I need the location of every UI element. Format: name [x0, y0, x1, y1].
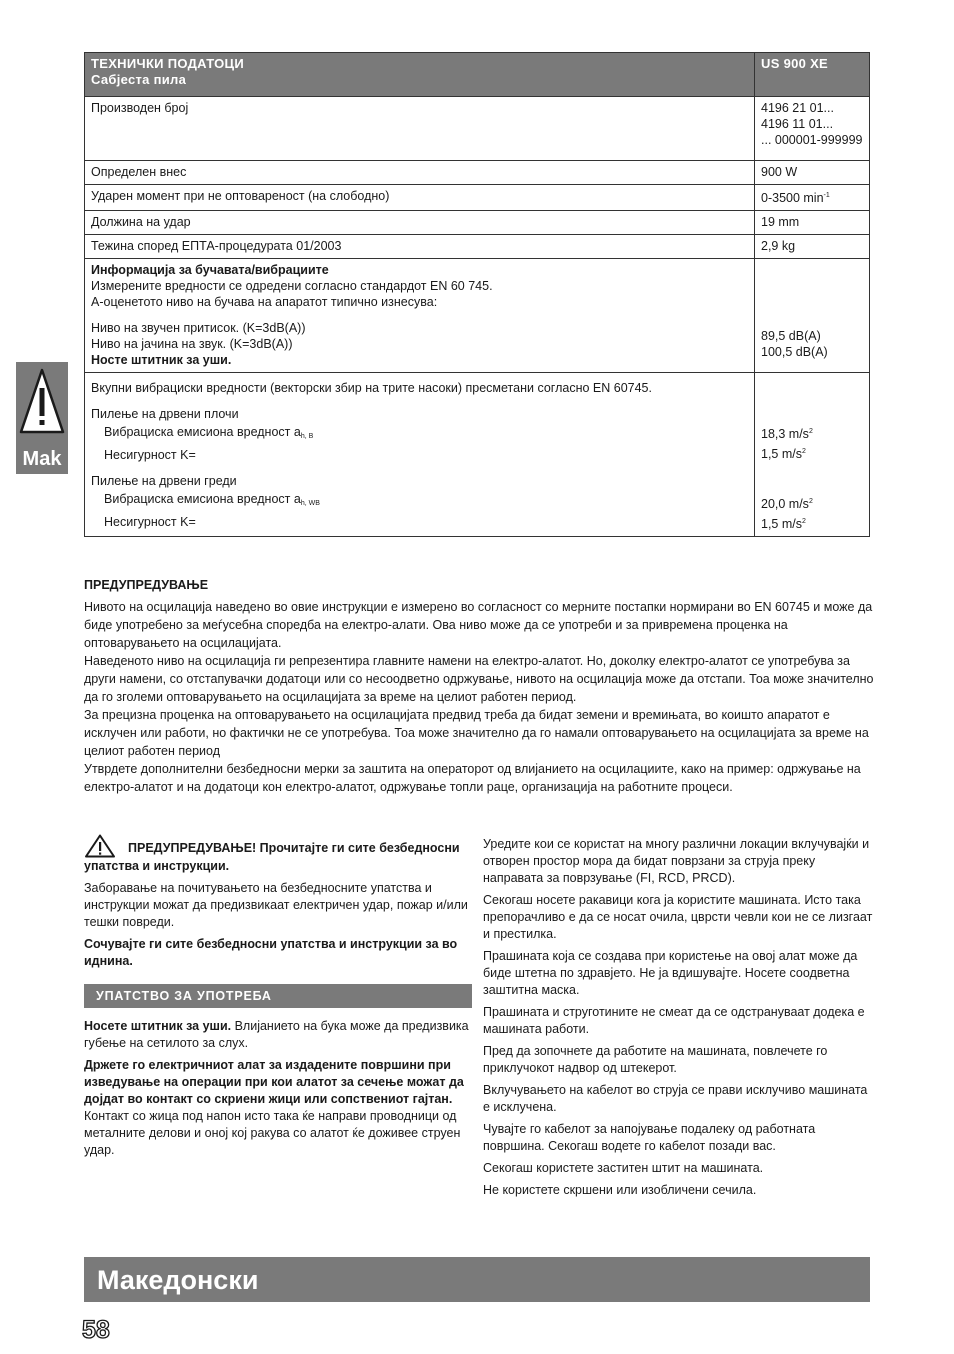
- row-value: [755, 97, 870, 161]
- keep-instructions: Сочувајте ги сите безбедносни упатства и инструкции за во иднина.: [84, 937, 458, 968]
- row-label: Производен број: [85, 97, 755, 161]
- row-value: 900 W: [755, 161, 870, 185]
- instruction-paragraph: Уредите кои се користат на многу различни локации вклучувајќи и отворен простор мора да бидат поврзани за струја преку направата за поврзување (FI, RCD, PRCD).: [483, 837, 870, 885]
- warning-paragraph: Нивото на осцилација наведено во овие инструкции е измерено во согласност со мерните постапки нормирани во EN 60745 и може да биде употребено за меѓусебна споредба на електро-алати. Ова ниво може да се употреби и за привремена проценка на оптоварувањето на осцилацијата.: [84, 600, 873, 650]
- warning-paragraph: За прецизна проценка на оптоварувањето на осцилацијата предвид треба да бидат земени и времињата, во коишто апаратот е исклучен или работи, но фактички не се употребува. Тоа може значително да го намали оптоварувањето на осцилацијата за време на целиот работен период: [84, 708, 869, 758]
- instruction-paragraph: Секогаш носете ракавици кога ја користите машината. Исто така препорачливо е да се носат очила, цврсти чевли кои не се лизгаат и престилка.: [483, 893, 873, 941]
- row-value: 19 mm: [755, 211, 870, 235]
- noise-title: Информација за бучавата/вибрациите: [91, 263, 329, 277]
- value-main: 0-3500 min: [761, 191, 824, 205]
- beams-uncertainty-value: 1,5 $m/s^2$: [761, 517, 806, 531]
- grip-paragraph: Држете го електричниот алат за издадените површини при изведување на операции при кои алатот за сечење можат да дојдат во контакт со скриени жици или сопствениот гајтан. Контакт со жица под напон исто така ќе направи проводници од металните делови и оној кој ракува со алатот ќе доживее струен удар.: [84, 1058, 464, 1157]
- instruction-paragraph: Прашината и струготините не смеат да се одстрануваат додека е машината работи.: [483, 1005, 865, 1036]
- warning-icon: [84, 834, 116, 858]
- instruction-paragraph: Чувајте го кабелот за напојување подалеку од работната површина. Секогаш водете го кабелот позади вас.: [483, 1122, 816, 1153]
- row-value: [755, 185, 870, 211]
- sound-pressure-label: Ниво на звучен притисок. (K=3dB(A)): [91, 321, 306, 335]
- section-heading: УПАТСТВО ЗА УПОТРЕБА: [84, 984, 472, 1008]
- boards-uncertainty-value: 1,5 $m/s^2$: [761, 447, 806, 461]
- table-row: [85, 97, 870, 161]
- row-label: Тежина според ЕПТА-процедурата 01/2003: [85, 235, 755, 259]
- noise-text: Измерените вредности се одредени согласно стандардот EN 60 745.: [91, 279, 493, 293]
- warning-paragraph: Наведеното ниво на осцилација ги репрезентира главните намени на електро-алатот. Но, доколку електро-алатот се употребува за други намени, со отстапувачки додатоци или со несоодветно одржување, нивото на осцилација може да отстапи. Тоа може значително да го зголеми оптоварувањето на осцилацијата за време на целиот работен период.: [84, 654, 874, 704]
- beams-title: Пилење на дрвени греди: [91, 474, 237, 488]
- vibration-intro: Вкупни вибрациски вредности (векторски збир на трите насоки) пресметани согласно EN 60745.: [91, 381, 652, 395]
- row-label: Должина на удар: [85, 211, 755, 235]
- table-row: [85, 235, 870, 259]
- row-label: Ударен момент при не оптовареност (на слободно): [85, 185, 755, 211]
- warning-triangle-icon: [19, 366, 65, 436]
- instruction-paragraph: Прашината која се создава при користење на овој алат може да биде штетна по здравјето. Не ја вдишувајте. Носете соодветна заштитна маска.: [483, 949, 858, 997]
- beams-emission-value: 20,0 $m/s^2$: [761, 497, 813, 511]
- model-name: US 900 XE: [755, 53, 870, 97]
- boards-uncertainty-label: Несигурност K=: [104, 448, 196, 462]
- boards-emission-label: Вибрациска емисиона вредност $a_{h, B}$: [104, 425, 314, 440]
- sound-power-label: Ниво на јачина на звук. (K=3dB(A)): [91, 337, 293, 351]
- instruction-paragraph: Секогаш користете заститен штит на машината.: [483, 1161, 764, 1175]
- serial-line: 4196 21 01...: [761, 101, 834, 115]
- instruction-paragraph: Не користете скршени или изобличени сечила.: [483, 1183, 757, 1197]
- table-row-vibration: [85, 373, 870, 537]
- beams-emission-label: Вибрациска емисиона вредност $a_{h, WB}$: [104, 492, 320, 507]
- table-row-noise: [85, 259, 870, 373]
- right-column: [483, 836, 875, 1204]
- table-header-subtitle: Сабјеста пила: [91, 72, 187, 87]
- sound-power-value: 100,5 dB(A): [761, 345, 828, 359]
- sound-pressure-value: 89,5 dB(A): [761, 329, 821, 343]
- vibration-warning: [84, 576, 874, 796]
- table-row: [85, 185, 870, 211]
- safety-warning-heading: ПРЕДУПРЕДУВАЊЕ! Прочитајте ги сите безбедносни упатства и инструкции.: [84, 830, 472, 875]
- instruction-paragraph: Пред да зопочнете да работите на машината, повлечете го приклучокот надвор од штекерот.: [483, 1044, 828, 1075]
- serial-line: ... 000001-999999: [761, 133, 863, 147]
- vibration-info: [85, 373, 755, 537]
- table-row: [85, 211, 870, 235]
- noise-info: [85, 259, 755, 373]
- warning-title: ПРЕДУПРЕДУВАЊЕ: [84, 578, 209, 592]
- boards-emission-value: 18,3 $m/s^2$: [761, 427, 813, 441]
- technical-data-table: [84, 52, 870, 537]
- row-value: 2,9 kg: [755, 235, 870, 259]
- vibration-values: [755, 373, 870, 537]
- footer-language: Македонски: [97, 1265, 259, 1295]
- page-number: 58: [82, 1316, 110, 1344]
- serial-line: 4196 11 01...: [761, 117, 834, 131]
- boards-title: Пилење на дрвени плочи: [91, 407, 239, 421]
- warning-paragraph: Утврдете дополнителни безбедносни мерки за заштита на операторот од влијанието на осцилациите, како на пример: одржување на електро-алатот и на додатоци кон електро-алатот, одржување топли раце, организација на работните процеси.: [84, 762, 861, 794]
- side-tab-label: Mak: [22, 448, 62, 470]
- table-header: [85, 53, 755, 97]
- noise-values: [755, 259, 870, 373]
- beams-uncertainty-label: Несигурност K=: [104, 515, 196, 529]
- table-header-title: ТЕХНИЧКИ ПОДАТОЦИ: [91, 56, 244, 71]
- value-superscript: -1: [823, 192, 830, 199]
- noise-text: А-оценетото ниво на бучава на апаратот типично изнесува:: [91, 295, 438, 309]
- instruction-paragraph: Вклучувањето на кабелот во струја се прави исклучиво машината е исклучена.: [483, 1083, 868, 1114]
- table-row: [85, 161, 870, 185]
- safety-paragraph: Заборавање на почитувањето на безбедносните упатства и инструкции можат да предизвикаат електричен удар, пожар и/или тешки повреди.: [84, 881, 468, 929]
- ear-protection-paragraph: Носете штитник за уши. Влијанието на бука може да предизвика губење на сетилото за слух.: [84, 1019, 469, 1050]
- ear-protection-label: Носте штитник за уши.: [91, 353, 232, 367]
- left-column: [84, 830, 472, 1164]
- row-label: Определен внес: [85, 161, 755, 185]
